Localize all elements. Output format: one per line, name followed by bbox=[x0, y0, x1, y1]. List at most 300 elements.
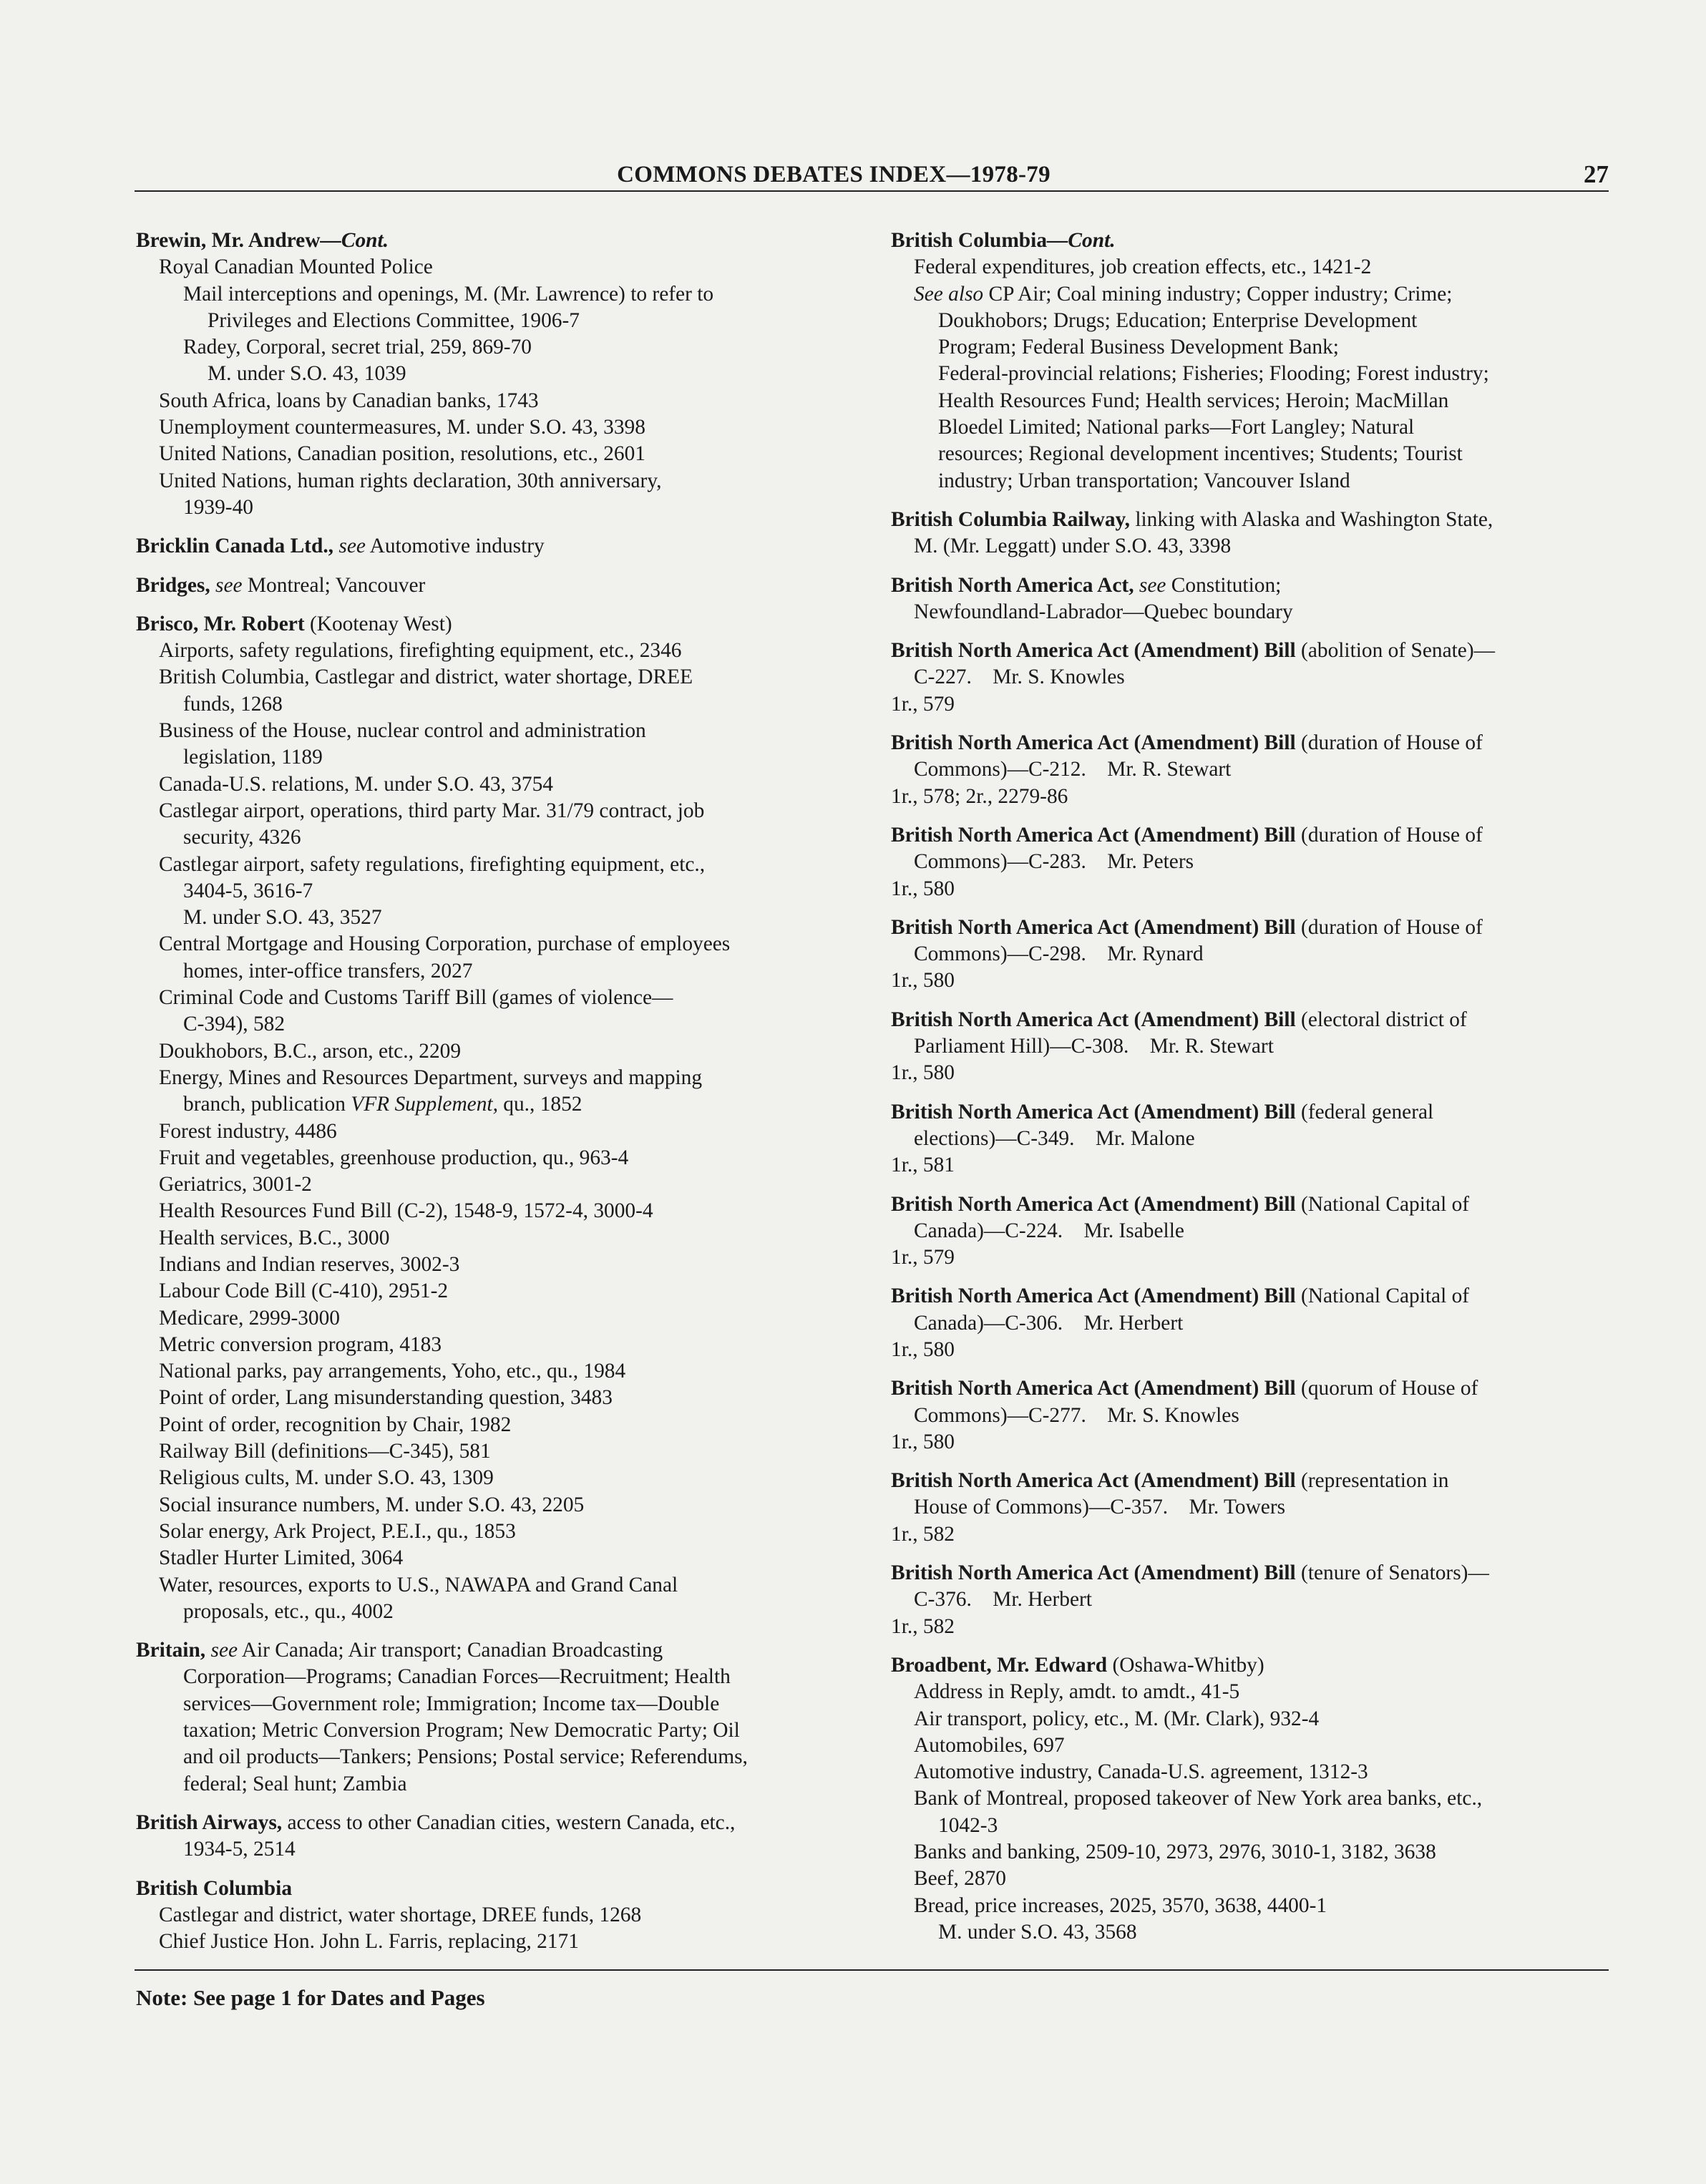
entry-line bbox=[891, 1218, 1607, 1244]
entry-line bbox=[136, 1011, 859, 1038]
entry-line bbox=[891, 1033, 1607, 1060]
entry-line bbox=[136, 281, 859, 308]
entry-text: 1r., 580 bbox=[891, 969, 955, 993]
entry-text: Unemployment countermeasures, M. under S.O. 43, 3398 bbox=[159, 416, 645, 439]
entry-text: M. (Mr. Leggatt) under S.O. 43, 3398 bbox=[914, 535, 1232, 558]
entry-line bbox=[891, 1310, 1607, 1337]
entry-line bbox=[891, 784, 1607, 810]
entry-line bbox=[136, 852, 859, 878]
entry-line bbox=[136, 905, 859, 931]
entry-line bbox=[136, 1771, 859, 1798]
entry-text bbox=[1134, 574, 1139, 597]
index-entry bbox=[891, 1652, 1607, 1946]
entry-heading-line bbox=[891, 915, 1607, 941]
entry-line bbox=[136, 1305, 859, 1332]
entry-text: branch, publication bbox=[183, 1093, 351, 1116]
entry-text: Stadler Hurter Limited, 3064 bbox=[159, 1546, 404, 1570]
entry-text: 1r., 580 bbox=[891, 1430, 955, 1453]
entry-heading-line bbox=[891, 730, 1607, 756]
entry-heading: British North America Act (Amendment) Bill bbox=[891, 1561, 1296, 1585]
entry-text: federal; Seal hunt; Zambia bbox=[183, 1772, 407, 1795]
entry-heading-line bbox=[136, 533, 859, 560]
entry-heading: British Columbia Railway, bbox=[891, 507, 1130, 531]
entry-line bbox=[136, 1252, 859, 1278]
entry-line bbox=[891, 468, 1607, 494]
entry-text: Point of order, Lang misunderstanding question, 3483 bbox=[159, 1386, 613, 1410]
entry-line bbox=[136, 1717, 859, 1744]
page-title: COMMONS DEBATES INDEX—1978-79 bbox=[617, 162, 1051, 187]
entry-text: Health Resources Fund; Health services; Heroin; MacMillan bbox=[938, 389, 1449, 412]
entry-heading: British Airways, bbox=[136, 1810, 283, 1834]
entry-line bbox=[136, 1929, 859, 1955]
entry-heading-line bbox=[891, 638, 1607, 664]
entry-text: Montreal; Vancouver bbox=[242, 573, 426, 597]
entry-line bbox=[891, 533, 1607, 560]
entry-heading: Broadbent, Mr. Edward bbox=[891, 1653, 1108, 1677]
entry-text: Bank of Montreal, proposed takeover of New York area banks, etc., bbox=[914, 1787, 1483, 1810]
entry-text: Corporation—Programs; Canadian Forces—Recruitment; Health bbox=[183, 1665, 731, 1689]
entry-text: Social insurance numbers, M. under S.O. 43, 2205 bbox=[159, 1493, 585, 1516]
entry-text: 1042-3 bbox=[938, 1813, 998, 1837]
entry-line bbox=[891, 1429, 1607, 1456]
entry-text: C-376. Mr. Herbert bbox=[914, 1588, 1092, 1612]
entry-text: M. under S.O. 43, 3527 bbox=[183, 906, 382, 930]
entry-line bbox=[891, 1337, 1607, 1363]
entry-text: British Columbia, Castlegar and district, water shortage, DREE bbox=[159, 666, 693, 689]
entry-text: security, 4326 bbox=[183, 826, 301, 849]
entry-text: Medicare, 2999-3000 bbox=[159, 1306, 341, 1330]
entry-text: Castlegar and district, water shortage, DREE funds, 1268 bbox=[159, 1903, 642, 1926]
entry-line bbox=[136, 1332, 859, 1358]
entry-text: (National Capital of bbox=[1295, 1192, 1470, 1216]
entry-heading-line bbox=[891, 228, 1607, 254]
entry-heading: British North America Act (Amendment) Bill bbox=[891, 1192, 1296, 1216]
entry-text: Parliament Hill)—C-308. Mr. R. Stewart bbox=[914, 1035, 1274, 1058]
entry-line bbox=[136, 985, 859, 1011]
entry-text: 1939-40 bbox=[183, 495, 253, 519]
entry-text: funds, 1268 bbox=[183, 692, 283, 716]
entry-line bbox=[136, 1278, 859, 1305]
entry-line bbox=[891, 254, 1607, 281]
entry-text: Automotive industry bbox=[365, 535, 545, 558]
entry-line bbox=[136, 1118, 859, 1145]
entry-text: Water, resources, exports to U.S., NAWAPA and Grand Canal bbox=[159, 1573, 678, 1596]
entry-text: Religious cults, M. under S.O. 43, 1309 bbox=[159, 1466, 494, 1490]
entry-heading-line bbox=[136, 1876, 859, 1902]
entry-line bbox=[891, 1759, 1607, 1785]
entry-line bbox=[136, 388, 859, 414]
entry-line bbox=[136, 1744, 859, 1770]
entry-text: See also bbox=[914, 282, 984, 306]
entry-text: Address in Reply, amdt. to amdt., 41-5 bbox=[914, 1680, 1240, 1704]
entry-line bbox=[891, 1813, 1607, 1839]
entry-text: (National Capital of bbox=[1295, 1284, 1470, 1308]
entry-line bbox=[136, 744, 859, 771]
entry-line bbox=[891, 308, 1607, 334]
index-entry bbox=[891, 915, 1607, 995]
entry-text: see bbox=[215, 573, 243, 597]
entry-text: Solar energy, Ark Project, P.E.I., qu., 1853 bbox=[159, 1519, 516, 1543]
entry-text: taxation; Metric Conversion Program; New Democratic Party; Oil bbox=[183, 1719, 740, 1742]
entry-text: House of Commons)—C-357. Mr. Towers bbox=[914, 1496, 1286, 1519]
index-entry bbox=[136, 1810, 859, 1863]
entry-text: industry; Urban transportation; Vancouver Island bbox=[938, 469, 1350, 492]
entry-heading-line bbox=[891, 822, 1607, 849]
entry-text: 1r., 581 bbox=[891, 1154, 955, 1177]
entry-line bbox=[136, 361, 859, 387]
entry-heading-line bbox=[891, 1468, 1607, 1494]
entry-text: (abolition of Senate)— bbox=[1295, 639, 1496, 663]
entry-heading-line bbox=[136, 611, 859, 638]
entry-text: (federal general bbox=[1295, 1100, 1434, 1123]
index-entry bbox=[891, 228, 1607, 494]
entry-text: see bbox=[210, 1639, 238, 1662]
entry-text: Criminal Code and Customs Tariff Bill (games of violence— bbox=[159, 986, 673, 1010]
entry-text: Health services, B.C., 3000 bbox=[159, 1226, 390, 1249]
entry-text: elections)—C-349. Mr. Malone bbox=[914, 1126, 1195, 1150]
index-entry bbox=[891, 1099, 1607, 1179]
index-entry bbox=[891, 1560, 1607, 1640]
entry-line bbox=[891, 756, 1607, 783]
entry-text: (duration of House of bbox=[1295, 915, 1483, 939]
entry-heading-line bbox=[891, 1007, 1607, 1033]
entry-text: 1934-5, 2514 bbox=[183, 1838, 296, 1861]
entry-text: Beef, 2870 bbox=[914, 1867, 1006, 1891]
entry-heading: British North America Act (Amendment) Bill bbox=[891, 731, 1296, 755]
entry-text: United Nations, human rights declaration, 30th anniversary, bbox=[159, 469, 662, 492]
entry-text: Commons)—C-212. Mr. R. Stewart bbox=[914, 758, 1232, 781]
entry-text: (tenure of Senators)— bbox=[1295, 1561, 1489, 1585]
entry-heading-line bbox=[891, 572, 1607, 599]
entry-heading: Bricklin Canada Ltd., bbox=[136, 535, 334, 558]
entry-line bbox=[136, 824, 859, 851]
entry-line bbox=[136, 441, 859, 467]
index-entry bbox=[891, 822, 1607, 902]
entry-line bbox=[891, 441, 1607, 467]
entry-line bbox=[891, 1785, 1607, 1812]
index-entry bbox=[136, 572, 859, 599]
entry-heading: British North America Act (Amendment) Bill bbox=[891, 1469, 1296, 1493]
entry-heading: Brisco, Mr. Robert bbox=[136, 612, 305, 635]
index-entry bbox=[891, 1007, 1607, 1087]
entry-text: Constitution; bbox=[1166, 573, 1282, 597]
entry-text: Banks and banking, 2509-10, 2973, 2976, 3010-1, 3182, 3638 bbox=[914, 1841, 1436, 1864]
index-column-left bbox=[136, 228, 859, 1967]
entry-line bbox=[891, 691, 1607, 718]
page-number: 27 bbox=[1584, 160, 1609, 188]
index-entry bbox=[891, 507, 1607, 560]
entry-line bbox=[136, 1225, 859, 1252]
entry-text: (duration of House of bbox=[1295, 823, 1483, 847]
entry-heading: British North America Act (Amendment) Bill bbox=[891, 823, 1296, 847]
entry-text: Air Canada; Air transport; Canadian Broadcasting bbox=[238, 1639, 663, 1662]
entry-line bbox=[891, 664, 1607, 691]
entry-line bbox=[136, 1385, 859, 1411]
entry-text: United Nations, Canadian position, resolutions, etc., 2601 bbox=[159, 442, 645, 466]
entry-text: and oil products—Tankers; Pensions; Postal service; Referendums, bbox=[183, 1745, 748, 1769]
entry-text: 1r., 580 bbox=[891, 1337, 955, 1361]
index-entry bbox=[891, 1468, 1607, 1548]
entry-heading-line bbox=[891, 1283, 1607, 1310]
entry-heading-line bbox=[891, 1191, 1607, 1218]
entry-line bbox=[136, 1691, 859, 1717]
entry-heading: British North America Act (Amendment) Bill bbox=[891, 915, 1296, 939]
entry-text: National parks, pay arrangements, Yoho, etc., qu., 1984 bbox=[159, 1360, 626, 1383]
entry-text: Doukhobors, B.C., arson, etc., 2209 bbox=[159, 1039, 462, 1063]
entry-text: Energy, Mines and Resources Department, surveys and mapping bbox=[159, 1066, 703, 1089]
entry-line bbox=[891, 414, 1607, 441]
entry-line bbox=[891, 1706, 1607, 1732]
footer-note: Note: See page 1 for Dates and Pages bbox=[136, 1985, 485, 2010]
entry-text: see bbox=[338, 535, 366, 558]
entry-heading-line bbox=[136, 1637, 859, 1664]
entry-heading-line bbox=[891, 1099, 1607, 1126]
entry-line bbox=[136, 798, 859, 824]
entry-text: linking with Alaska and Washington State, bbox=[1129, 507, 1493, 531]
entry-text: Airports, safety regulations, firefighting equipment, etc., 2346 bbox=[159, 639, 682, 663]
index-entry bbox=[136, 1876, 859, 1956]
entry-text: Radey, Corporal, secret trial, 259, 869-70 bbox=[183, 336, 532, 359]
entry-text: Railway Bill (definitions—C-345), 581 bbox=[159, 1440, 491, 1463]
entry-text: access to other Canadian cities, western Canada, etc., bbox=[282, 1810, 736, 1834]
entry-text: C-227. Mr. S. Knowles bbox=[914, 666, 1125, 689]
entry-line bbox=[136, 468, 859, 494]
entry-line bbox=[136, 878, 859, 905]
entry-text: 1r., 578; 2r., 2279-86 bbox=[891, 784, 1068, 808]
entry-line bbox=[136, 1902, 859, 1929]
entry-text: (duration of House of bbox=[1295, 731, 1483, 755]
entry-line bbox=[891, 1152, 1607, 1179]
entry-text: Fruit and vegetables, greenhouse production, qu., 963-4 bbox=[159, 1146, 629, 1169]
entry-text: South Africa, loans by Canadian banks, 1743 bbox=[159, 389, 539, 412]
index-entry bbox=[136, 1637, 859, 1798]
page-header bbox=[135, 159, 1609, 193]
entry-line bbox=[136, 1599, 859, 1625]
entry-heading-line bbox=[891, 1375, 1607, 1402]
entry-heading: British North America Act (Amendment) Bill bbox=[891, 1008, 1296, 1031]
entry-heading-line bbox=[891, 507, 1607, 533]
entry-line bbox=[891, 388, 1607, 414]
entry-heading: British Columbia bbox=[891, 229, 1048, 252]
entry-text: Metric conversion program, 4183 bbox=[159, 1332, 442, 1356]
entry-text: Health Resources Fund Bill (C-2), 1548-9, 1572-4, 3000-4 bbox=[159, 1199, 653, 1223]
entry-line bbox=[891, 1866, 1607, 1892]
entry-line bbox=[891, 1586, 1607, 1613]
entry-text: Mail interceptions and openings, M. (Mr. Lawrence) to refer to bbox=[183, 282, 714, 306]
entry-line bbox=[136, 414, 859, 441]
entry-line bbox=[136, 1545, 859, 1571]
entry-line bbox=[136, 1038, 859, 1065]
entry-text: homes, inter-office transfers, 2027 bbox=[183, 959, 473, 983]
entry-heading-line bbox=[891, 1560, 1607, 1586]
entry-text: 3404-5, 3616-7 bbox=[183, 879, 313, 902]
entry-line bbox=[891, 1839, 1607, 1866]
entry-line bbox=[891, 599, 1607, 625]
entry-text: Indians and Indian reserves, 3002-3 bbox=[159, 1252, 460, 1276]
entry-heading: British North America Act (Amendment) Bill bbox=[891, 639, 1296, 663]
entry-text: Canada-U.S. relations, M. under S.O. 43, 3754 bbox=[159, 772, 554, 796]
index-entry bbox=[891, 572, 1607, 626]
entry-text bbox=[210, 574, 215, 597]
entry-line bbox=[891, 1244, 1607, 1271]
entry-line bbox=[136, 691, 859, 718]
entry-line bbox=[136, 1358, 859, 1385]
entry-text: 1r., 580 bbox=[891, 877, 955, 900]
entry-text: 1r., 582 bbox=[891, 1522, 955, 1546]
entry-text: Geriatrics, 3001-2 bbox=[159, 1173, 312, 1196]
entry-line bbox=[891, 1494, 1607, 1521]
entry-text: Newfoundland-Labrador—Quebec boundary bbox=[914, 600, 1293, 623]
entry-line bbox=[136, 1518, 859, 1545]
entry-text: CP Air; Coal mining industry; Copper industry; Crime; bbox=[983, 282, 1453, 306]
entry-line bbox=[891, 1893, 1607, 1919]
entry-line bbox=[136, 1438, 859, 1465]
entry-text: qu., 1852 bbox=[497, 1093, 583, 1116]
index-entry bbox=[891, 1191, 1607, 1272]
entry-line bbox=[891, 1403, 1607, 1429]
entry-text: Commons)—C-298. Mr. Rynard bbox=[914, 942, 1204, 966]
entry-text: Point of order, recognition by Chair, 1982 bbox=[159, 1413, 512, 1436]
entry-text: M. under S.O. 43, 3568 bbox=[938, 1920, 1137, 1944]
entry-text: VFR Supplement, bbox=[351, 1093, 498, 1116]
entry-line bbox=[891, 1919, 1607, 1946]
entry-text: resources; Regional development incentives; Students; Tourist bbox=[938, 442, 1463, 466]
entry-line bbox=[136, 718, 859, 744]
entry-text: services—Government role; Immigration; Income tax—Double bbox=[183, 1692, 720, 1715]
entry-line bbox=[891, 334, 1607, 361]
entry-line bbox=[136, 1065, 859, 1091]
entry-text: (quorum of House of bbox=[1295, 1377, 1478, 1400]
entry-heading: British North America Act (Amendment) Bill bbox=[891, 1100, 1296, 1123]
index-entry bbox=[891, 1375, 1607, 1456]
entry-line bbox=[891, 361, 1607, 387]
entry-text: C-394), 582 bbox=[183, 1013, 286, 1036]
entry-line bbox=[136, 308, 859, 334]
entry-line bbox=[136, 931, 859, 957]
entry-text: Program; Federal Business Development Bank; bbox=[938, 336, 1339, 359]
index-entry bbox=[136, 228, 859, 521]
entry-text: Federal expenditures, job creation effects, etc., 1421-2 bbox=[914, 255, 1372, 279]
entry-heading: —Cont. bbox=[1047, 229, 1116, 252]
entry-text: Central Mortgage and Housing Corporation, purchase of employees bbox=[159, 932, 731, 956]
index-entry bbox=[891, 1283, 1607, 1363]
entry-line bbox=[891, 1732, 1607, 1759]
entry-heading: British North America Act, bbox=[891, 573, 1134, 597]
entry-text: Castlegar airport, operations, third party Mar. 31/79 contract, job bbox=[159, 799, 705, 822]
entry-line bbox=[891, 1614, 1607, 1640]
index-entry bbox=[136, 533, 859, 560]
entry-heading-line bbox=[136, 228, 859, 254]
entry-text: Castlegar airport, safety regulations, firefighting equipment, etc., bbox=[159, 852, 706, 876]
entry-text: Canada)—C-224. Mr. Isabelle bbox=[914, 1219, 1184, 1242]
entry-line bbox=[136, 1198, 859, 1224]
entry-text: 1r., 580 bbox=[891, 1061, 955, 1085]
entry-line bbox=[891, 876, 1607, 902]
entry-text: see bbox=[1139, 573, 1166, 597]
entry-line bbox=[891, 1521, 1607, 1548]
entry-text: (electoral district of bbox=[1295, 1008, 1467, 1031]
entry-line bbox=[136, 1664, 859, 1690]
index-entry bbox=[136, 611, 859, 1625]
entry-text: 1r., 579 bbox=[891, 1246, 955, 1269]
entry-text bbox=[205, 1639, 210, 1662]
entry-line bbox=[891, 967, 1607, 994]
entry-line bbox=[891, 1126, 1607, 1152]
entry-line bbox=[136, 1091, 859, 1118]
entry-heading: Brewin, Mr. Andrew bbox=[136, 229, 321, 252]
entry-text: Royal Canadian Mounted Police bbox=[159, 255, 433, 279]
index-entry bbox=[891, 638, 1607, 718]
entry-line bbox=[136, 1145, 859, 1171]
entry-heading-line bbox=[136, 572, 859, 599]
entry-text: Federal-provincial relations; Fisheries; Flooding; Forest industry; bbox=[938, 362, 1489, 386]
entry-text: Bloedel Limited; National parks—Fort Langley; Natural bbox=[938, 416, 1415, 439]
entry-text: Bread, price increases, 2025, 3570, 3638, 4400-1 bbox=[914, 1893, 1327, 1917]
entry-text: Chief Justice Hon. John L. Farris, replacing, 2171 bbox=[159, 1930, 579, 1954]
entry-heading: Britain, bbox=[136, 1639, 206, 1662]
entry-text: Commons)—C-283. Mr. Peters bbox=[914, 850, 1194, 874]
entry-line bbox=[891, 281, 1607, 308]
entry-text: 1r., 579 bbox=[891, 692, 955, 716]
entry-line bbox=[136, 771, 859, 798]
entry-text: Air transport, policy, etc., M. (Mr. Clark), 932-4 bbox=[914, 1707, 1320, 1730]
entry-line bbox=[136, 1492, 859, 1518]
index-entry bbox=[891, 730, 1607, 810]
entry-line bbox=[136, 1836, 859, 1863]
entry-text: Privileges and Elections Committee, 1906-7 bbox=[208, 308, 580, 332]
entry-line bbox=[891, 1679, 1607, 1705]
entry-line bbox=[136, 1465, 859, 1491]
entry-text: Labour Code Bill (C-410), 2951-2 bbox=[159, 1279, 449, 1303]
entry-line bbox=[136, 254, 859, 281]
footer-rule bbox=[135, 1969, 1609, 1971]
entry-line bbox=[136, 958, 859, 985]
entry-line bbox=[136, 638, 859, 664]
entry-text: Business of the House, nuclear control and administration bbox=[159, 719, 646, 743]
entry-line bbox=[136, 1171, 859, 1198]
entry-heading-line bbox=[891, 1652, 1607, 1679]
entry-heading: British Columbia bbox=[136, 1876, 293, 1900]
entry-line bbox=[891, 1060, 1607, 1086]
entry-text: legislation, 1189 bbox=[183, 746, 323, 769]
entry-line bbox=[136, 1572, 859, 1599]
entry-text: 1r., 582 bbox=[891, 1614, 955, 1638]
entry-heading: British North America Act (Amendment) Bill bbox=[891, 1284, 1296, 1308]
entry-text: Forest industry, 4486 bbox=[159, 1119, 337, 1143]
entry-line bbox=[891, 941, 1607, 967]
entry-line bbox=[136, 494, 859, 521]
entry-line bbox=[136, 664, 859, 691]
entry-heading: British North America Act (Amendment) Bill bbox=[891, 1377, 1296, 1400]
entry-text: (Oshawa-Whitby) bbox=[1107, 1653, 1264, 1677]
entry-heading-line bbox=[136, 1810, 859, 1836]
entry-heading: Bridges, bbox=[136, 573, 210, 597]
entry-text: Automotive industry, Canada-U.S. agreement, 1312-3 bbox=[914, 1760, 1368, 1784]
entry-text: Canada)—C-306. Mr. Herbert bbox=[914, 1311, 1184, 1335]
entry-line bbox=[891, 849, 1607, 875]
entry-text: (representation in bbox=[1295, 1469, 1449, 1493]
index-column-right bbox=[891, 228, 1607, 1958]
entry-text: Commons)—C-277. Mr. S. Knowles bbox=[914, 1403, 1239, 1427]
entry-text: M. under S.O. 43, 1039 bbox=[208, 362, 406, 386]
entry-text: (Kootenay West) bbox=[304, 612, 452, 635]
entry-line bbox=[136, 334, 859, 361]
entry-heading: —Cont. bbox=[320, 229, 389, 252]
header-rule bbox=[135, 190, 1609, 192]
entry-text: Automobiles, 697 bbox=[914, 1733, 1065, 1757]
entry-text: proposals, etc., qu., 4002 bbox=[183, 1599, 394, 1623]
entry-line bbox=[136, 1412, 859, 1438]
